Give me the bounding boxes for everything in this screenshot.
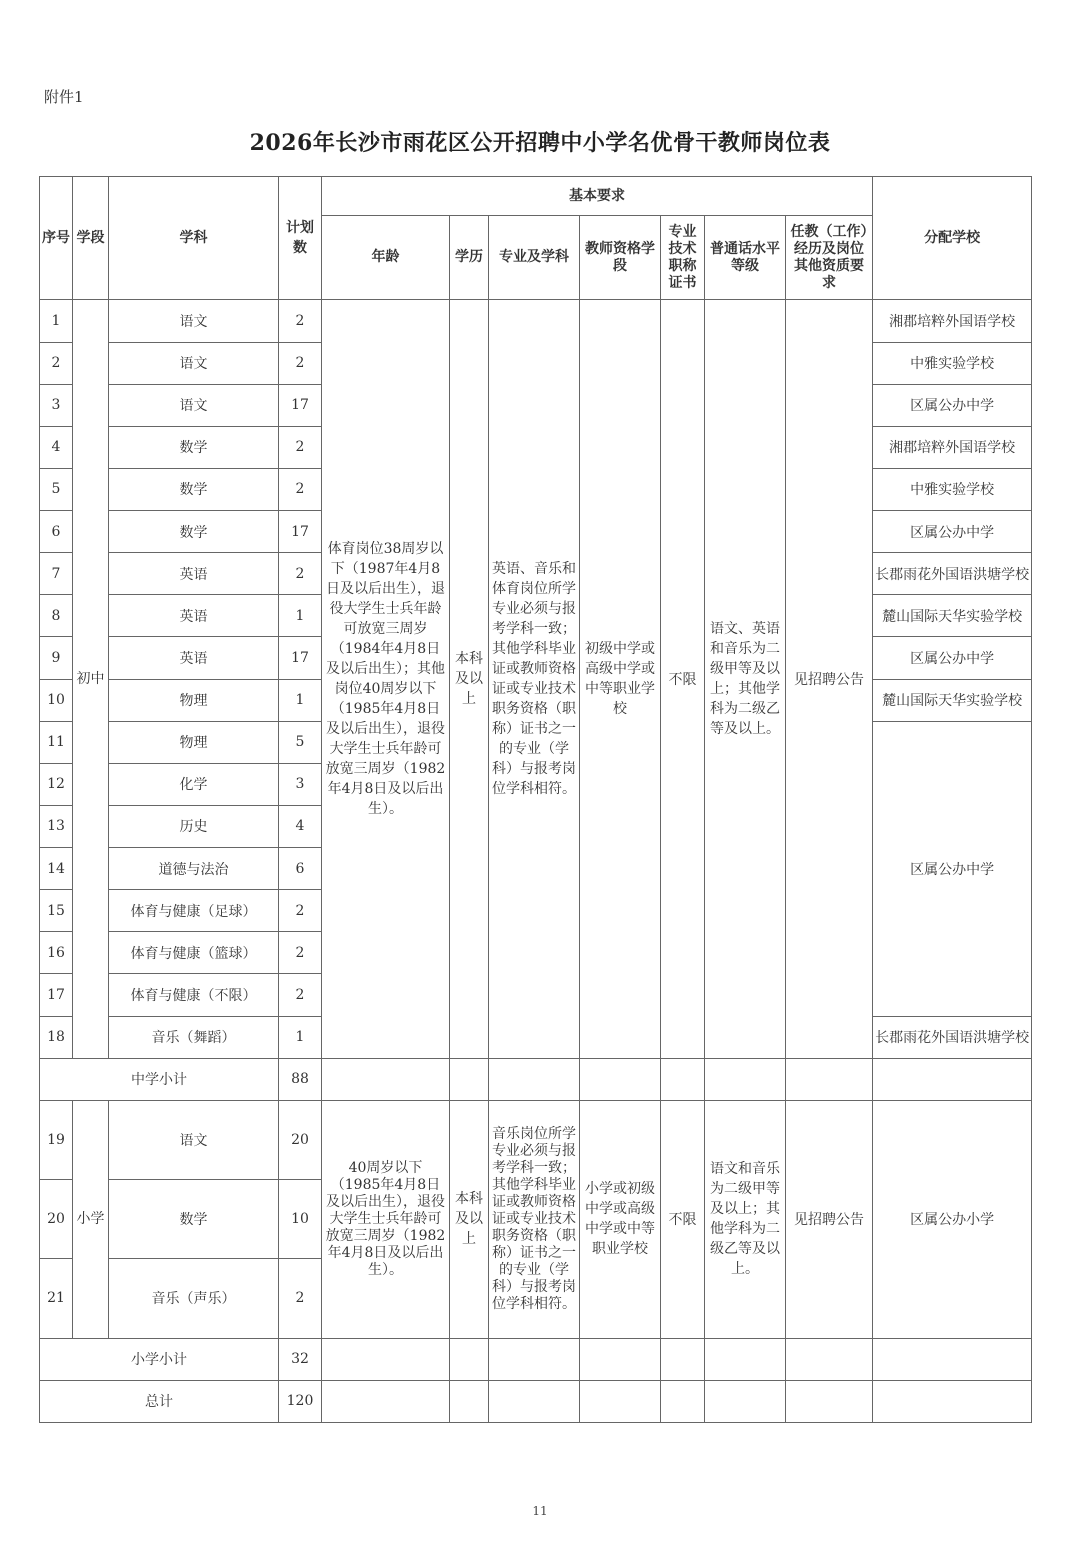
school-cell: 麓山国际天华实验学校	[873, 679, 1032, 721]
subject-cell: 数学	[109, 511, 279, 553]
plan-cell: 10	[279, 1180, 322, 1259]
subtotal-row-primary	[40, 1338, 1032, 1380]
seq-cell: 20	[40, 1180, 73, 1259]
plan-cell: 1	[279, 679, 322, 721]
seq-cell: 9	[40, 637, 73, 679]
subtotal-label: 小学小计	[40, 1338, 279, 1380]
table-row	[40, 1100, 1032, 1179]
empty-cell	[786, 1338, 873, 1380]
plan-cell: 1	[279, 595, 322, 637]
page-title: 2026年长沙市雨花区公开招聘中小学名优骨干教师岗位表	[249, 130, 831, 156]
seq-cell: 11	[40, 721, 73, 763]
school-cell: 中雅实验学校	[873, 342, 1032, 384]
seq-cell: 6	[40, 511, 73, 553]
total-row	[40, 1380, 1032, 1422]
empty-cell	[322, 1380, 450, 1422]
seq-cell: 13	[40, 805, 73, 847]
empty-cell	[873, 1338, 1032, 1380]
seq-cell: 7	[40, 553, 73, 595]
empty-cell	[322, 1058, 450, 1100]
stage-middle: 初中	[73, 300, 109, 1058]
subject-cell: 体育与健康（不限）	[109, 974, 279, 1016]
subtotal-label: 中学小计	[40, 1058, 279, 1100]
subject-cell: 英语	[109, 553, 279, 595]
table-body	[40, 177, 1032, 1423]
empty-cell	[580, 1058, 661, 1100]
plan-cell: 4	[279, 805, 322, 847]
header-subject: 学科	[109, 177, 279, 300]
cert-stage-requirement-primary: 小学或初级中学或高级中学或中等职业学校	[580, 1100, 661, 1338]
header-title-cert: 专业技术职称证书	[661, 216, 705, 300]
age-requirement: 体育岗位38周岁以下（1987年4月8日及以后出生），退役大学生士兵年龄可放宽三周岁（1984年4月8日及以后出生）；其他岗位40周岁以下（1985年4月8日及以后出生），退役大学生士兵年龄可放宽三周岁（1982年4月8日及以后出生）。	[322, 300, 450, 1058]
empty-cell	[322, 1338, 450, 1380]
empty-cell	[580, 1380, 661, 1422]
seq-cell: 14	[40, 848, 73, 890]
seq-cell: 5	[40, 468, 73, 510]
experience-requirement: 见招聘公告	[786, 300, 873, 1058]
total-label: 总计	[40, 1380, 279, 1422]
plan-cell: 2	[279, 300, 322, 342]
empty-cell	[450, 1338, 489, 1380]
school-cell: 湘郡培粹外国语学校	[873, 426, 1032, 468]
plan-cell: 3	[279, 763, 322, 805]
header-experience: 任教（工作）经历及岗位其他资质要求	[786, 216, 873, 300]
header-seq: 序号	[40, 177, 73, 300]
subtotal-row-middle	[40, 1058, 1032, 1100]
school-cell: 区属公办中学	[873, 721, 1032, 1016]
experience-requirement-primary: 见招聘公告	[786, 1100, 873, 1338]
subject-cell: 语文	[109, 1100, 279, 1179]
school-cell: 长郡雨花外国语洪塘学校	[873, 1016, 1032, 1058]
table-row	[40, 300, 1032, 342]
title-requirement-primary: 不限	[661, 1100, 705, 1338]
school-cell: 湘郡培粹外国语学校	[873, 300, 1032, 342]
header-stage: 学段	[73, 177, 109, 300]
subject-cell: 历史	[109, 805, 279, 847]
seq-cell: 12	[40, 763, 73, 805]
empty-cell	[450, 1058, 489, 1100]
empty-cell	[873, 1380, 1032, 1422]
subject-cell: 物理	[109, 721, 279, 763]
header-plan: 计划数	[279, 177, 322, 300]
empty-cell	[580, 1338, 661, 1380]
plan-cell: 2	[279, 468, 322, 510]
header-age: 年龄	[322, 216, 450, 300]
subject-cell: 音乐（舞蹈）	[109, 1016, 279, 1058]
subtotal-value: 32	[279, 1338, 322, 1380]
plan-cell: 17	[279, 511, 322, 553]
empty-cell	[489, 1380, 580, 1422]
header-mandarin: 普通话水平等级	[705, 216, 786, 300]
subject-cell: 体育与健康（足球）	[109, 890, 279, 932]
positions-table	[39, 176, 1032, 1423]
empty-cell	[661, 1338, 705, 1380]
page-number: 11	[532, 1504, 548, 1518]
mandarin-requirement: 语文、英语和音乐为二级甲等及以上；其他学科为二级乙等及以上。	[705, 300, 786, 1058]
subject-cell: 音乐（声乐）	[109, 1259, 279, 1338]
subject-cell: 数学	[109, 468, 279, 510]
seq-cell: 16	[40, 932, 73, 974]
age-requirement-primary: 40周岁以下（1985年4月8日及以后出生），退役大学生士兵年龄可放宽三周岁（1982年4月8日及以后出生）。	[322, 1100, 450, 1338]
empty-cell	[786, 1058, 873, 1100]
subject-cell: 道德与法治	[109, 848, 279, 890]
cert-stage-requirement: 初级中学或高级中学或中等职业学校	[580, 300, 661, 1058]
seq-cell: 17	[40, 974, 73, 1016]
plan-cell: 2	[279, 1259, 322, 1338]
empty-cell	[450, 1380, 489, 1422]
subject-cell: 化学	[109, 763, 279, 805]
empty-cell	[705, 1338, 786, 1380]
seq-cell: 4	[40, 426, 73, 468]
education-requirement-primary: 本科及以上	[450, 1100, 489, 1338]
title-requirement: 不限	[661, 300, 705, 1058]
seq-cell: 21	[40, 1259, 73, 1338]
seq-cell: 10	[40, 679, 73, 721]
empty-cell	[489, 1058, 580, 1100]
subject-cell: 语文	[109, 384, 279, 426]
plan-cell: 6	[279, 848, 322, 890]
education-requirement: 本科及以上	[450, 300, 489, 1058]
subtotal-value: 88	[279, 1058, 322, 1100]
empty-cell	[786, 1380, 873, 1422]
school-cell: 中雅实验学校	[873, 468, 1032, 510]
seq-cell: 18	[40, 1016, 73, 1058]
header-row-1	[40, 177, 1032, 216]
plan-cell: 5	[279, 721, 322, 763]
empty-cell	[705, 1380, 786, 1422]
empty-cell	[873, 1058, 1032, 1100]
plan-cell: 2	[279, 342, 322, 384]
seq-cell: 19	[40, 1100, 73, 1179]
plan-cell: 2	[279, 974, 322, 1016]
major-requirement-primary: 音乐岗位所学专业必须与报考学科一致；其他学科毕业证或教师资格证或专业技术职务资格（职称）证书之一的专业（学科）与报考岗位学科相符。	[489, 1100, 580, 1338]
stage-primary: 小学	[73, 1100, 109, 1338]
seq-cell: 15	[40, 890, 73, 932]
total-value: 120	[279, 1380, 322, 1422]
mandarin-requirement-primary: 语文和音乐为二级甲等及以上；其他学科为二级乙等及以上。	[705, 1100, 786, 1338]
empty-cell	[661, 1380, 705, 1422]
plan-cell: 2	[279, 932, 322, 974]
empty-cell	[661, 1058, 705, 1100]
subject-cell: 英语	[109, 637, 279, 679]
plan-cell: 20	[279, 1100, 322, 1179]
school-primary: 区属公办小学	[873, 1100, 1032, 1338]
attachment-label: 附件1	[44, 88, 84, 106]
header-major: 专业及学科	[489, 216, 580, 300]
subject-cell: 数学	[109, 426, 279, 468]
plan-cell: 2	[279, 426, 322, 468]
header-school: 分配学校	[873, 177, 1032, 300]
seq-cell: 2	[40, 342, 73, 384]
school-cell: 区属公办中学	[873, 637, 1032, 679]
empty-cell	[489, 1338, 580, 1380]
plan-cell: 1	[279, 1016, 322, 1058]
school-cell: 区属公办中学	[873, 511, 1032, 553]
seq-cell: 1	[40, 300, 73, 342]
plan-cell: 2	[279, 553, 322, 595]
seq-cell: 3	[40, 384, 73, 426]
plan-cell: 2	[279, 890, 322, 932]
school-cell: 麓山国际天华实验学校	[873, 595, 1032, 637]
empty-cell	[705, 1058, 786, 1100]
subject-cell: 英语	[109, 595, 279, 637]
header-education: 学历	[450, 216, 489, 300]
plan-cell: 17	[279, 637, 322, 679]
major-requirement: 英语、音乐和体育岗位所学专业必须与报考学科一致；其他学科毕业证或教师资格证或专业技术职务资格（职称）证书之一的专业（学科）与报考岗位学科相符。	[489, 300, 580, 1058]
header-cert-stage: 教师资格学段	[580, 216, 661, 300]
header-basic-requirements: 基本要求	[322, 177, 873, 216]
school-cell: 区属公办中学	[873, 384, 1032, 426]
plan-cell: 17	[279, 384, 322, 426]
seq-cell: 8	[40, 595, 73, 637]
subject-cell: 体育与健康（篮球）	[109, 932, 279, 974]
subject-cell: 语文	[109, 342, 279, 384]
school-cell: 长郡雨花外国语洪塘学校	[873, 553, 1032, 595]
subject-cell: 语文	[109, 300, 279, 342]
subject-cell: 物理	[109, 679, 279, 721]
subject-cell: 数学	[109, 1180, 279, 1259]
